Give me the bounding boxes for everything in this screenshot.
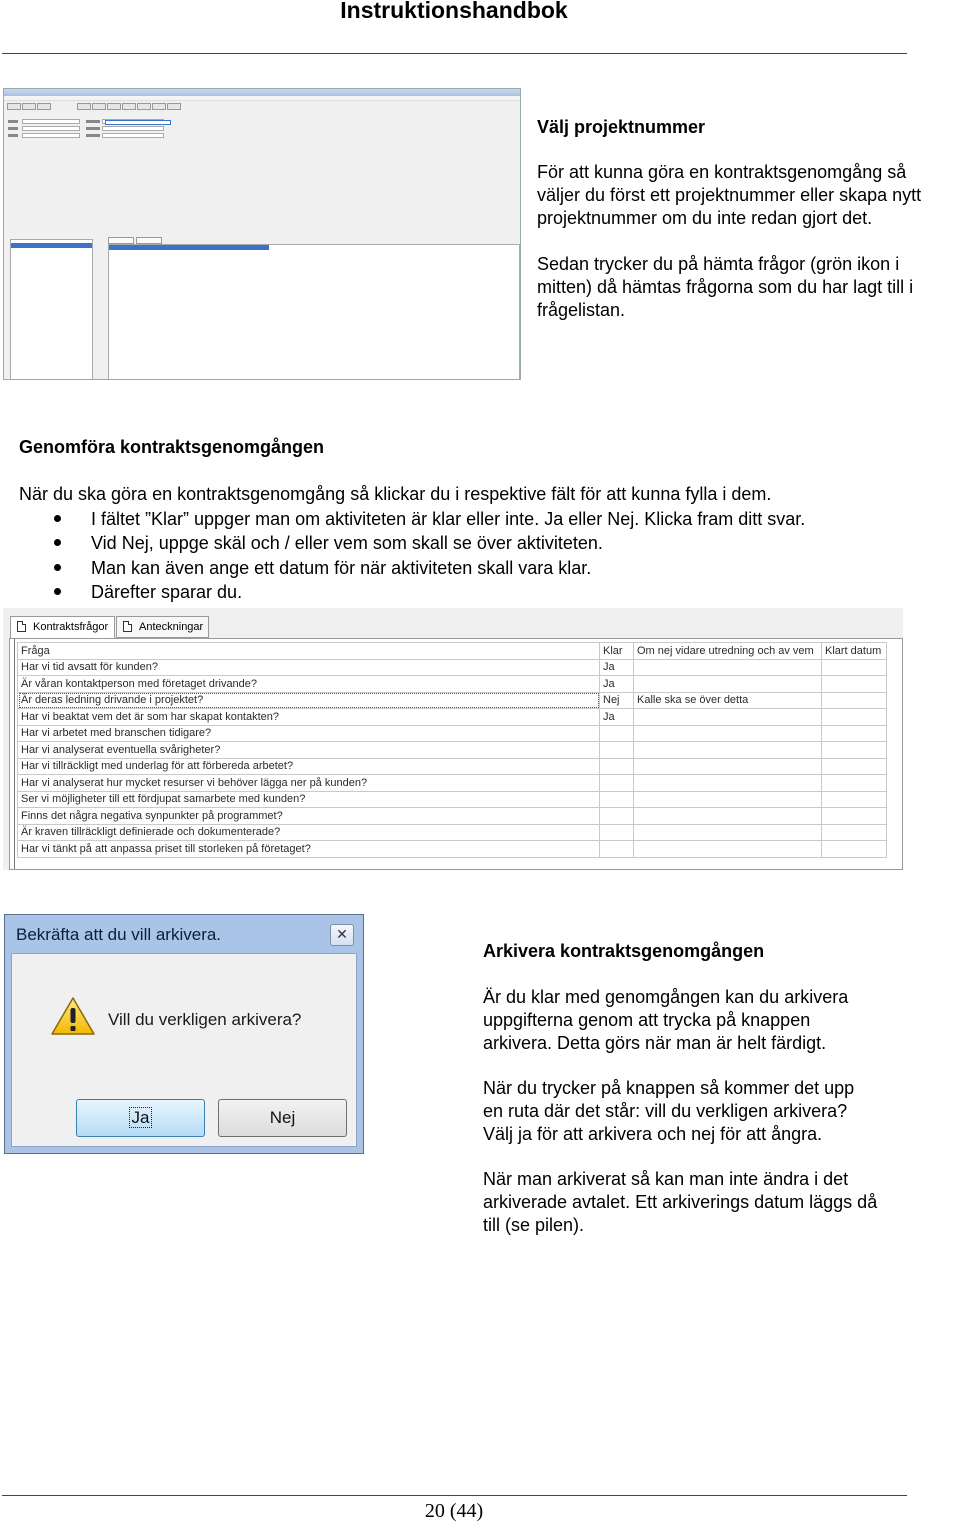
- follow-up-cell[interactable]: [634, 775, 822, 792]
- header-rule: [2, 53, 907, 54]
- text-line: När man arkiverat så kan man inte ändra i det: [483, 1169, 849, 1189]
- question-cell[interactable]: Har vi arbetet med branschen tidigare?: [18, 725, 600, 742]
- window-titlebar: [4, 89, 520, 96]
- window-menubar: [4, 96, 520, 101]
- column-header[interactable]: Klart datum: [822, 643, 887, 660]
- date-cell[interactable]: [822, 758, 887, 775]
- date-cell[interactable]: [822, 659, 887, 676]
- dialog-message: Vill du verkligen arkivera?: [108, 1010, 302, 1029]
- follow-up-cell[interactable]: [634, 725, 822, 742]
- question-cell[interactable]: Har vi beaktat vem det är som har skapat kontakten?: [18, 709, 600, 726]
- table-row[interactable]: [18, 709, 887, 726]
- text-line: Är du klar med genomgången kan du arkivera: [483, 987, 849, 1007]
- close-icon[interactable]: ✕: [330, 924, 354, 946]
- klar-cell[interactable]: [600, 775, 634, 792]
- question-cell[interactable]: Finns det några negativa synpunkter på programmet?: [18, 808, 600, 825]
- follow-up-cell[interactable]: [634, 742, 822, 759]
- tab-anteckningar[interactable]: [116, 616, 209, 638]
- table-row[interactable]: [18, 791, 887, 808]
- klar-cell[interactable]: Ja: [600, 709, 634, 726]
- footer-rule: [2, 1495, 907, 1496]
- text-line: arkivera. Detta görs när man är helt färdigt.: [483, 1033, 827, 1053]
- follow-up-cell[interactable]: [634, 791, 822, 808]
- question-cell[interactable]: Har vi analyserat eventuella svårigheter?: [18, 742, 600, 759]
- date-cell[interactable]: [822, 824, 887, 841]
- table-row[interactable]: [18, 808, 887, 825]
- archive-confirm-dialog: [4, 914, 364, 1154]
- klar-cell[interactable]: [600, 824, 634, 841]
- text-line: arkiverade avtalet. Ett arkiverings datum läggs då: [483, 1192, 878, 1212]
- question-list-pane[interactable]: [108, 244, 520, 380]
- text-line: frågelistan.: [537, 300, 626, 320]
- window-toolbar: [7, 103, 187, 111]
- questions-table: [17, 642, 887, 858]
- klar-cell[interactable]: [600, 725, 634, 742]
- project-window-screenshot: [3, 88, 521, 380]
- table-row[interactable]: [18, 758, 887, 775]
- date-cell[interactable]: [822, 791, 887, 808]
- yes-label: Ja: [129, 1107, 153, 1128]
- section1-paragraph-2: [537, 253, 957, 322]
- follow-up-cell[interactable]: [634, 808, 822, 825]
- follow-up-cell[interactable]: [634, 659, 822, 676]
- date-cell[interactable]: [822, 709, 887, 726]
- table-row[interactable]: [18, 692, 887, 709]
- date-cell[interactable]: [822, 841, 887, 858]
- tab-label: Anteckningar: [139, 621, 204, 633]
- text-line: Sedan trycker du på hämta frågor (grön ikon i: [537, 254, 900, 274]
- section3-paragraph-3: [483, 1168, 877, 1237]
- questions-grid-screenshot: [3, 608, 903, 870]
- follow-up-cell[interactable]: [634, 709, 822, 726]
- bullet-item: Därefter sparar du.: [19, 580, 805, 604]
- text-line: För att kunna göra en kontraktsgenomgång så: [537, 162, 907, 182]
- text-line: När du trycker på knappen så kommer det upp: [483, 1078, 855, 1098]
- document-title: Instruktionshandbok: [340, 0, 568, 23]
- tab-label: Kontraktsfrågor: [33, 621, 109, 633]
- question-cell[interactable]: Är våran kontaktperson med företaget drivande?: [18, 676, 600, 693]
- grid-panel: [9, 638, 903, 870]
- document-icon: [17, 621, 26, 632]
- dialog-body: [11, 953, 357, 1147]
- project-list[interactable]: [10, 239, 93, 380]
- table-row[interactable]: [18, 824, 887, 841]
- bullet-item: Vid Nej, uppge skäl och / eller vem som skall se över aktiviteten.: [19, 531, 805, 555]
- window-tabs[interactable]: [108, 237, 168, 244]
- dialog-title: Bekräfta att du vill arkivera.: [16, 925, 222, 944]
- question-cell[interactable]: Har vi tänkt på att anpassa priset till storleken på företaget?: [18, 841, 600, 858]
- column-header[interactable]: Om nej vidare utredning och av vem: [634, 643, 822, 660]
- text-line: till (se pilen).: [483, 1215, 585, 1235]
- question-cell[interactable]: Ser vi möjligheter till ett fördjupat samarbete med kunden?: [18, 791, 600, 808]
- no-button[interactable]: Nej: [218, 1099, 347, 1137]
- date-cell[interactable]: [822, 725, 887, 742]
- question-cell[interactable]: Har vi tillräckligt med underlag för att förbereda arbetet?: [18, 758, 600, 775]
- question-cell[interactable]: Är kraven tillräckligt definierade och dokumenterade?: [18, 824, 600, 841]
- follow-up-cell[interactable]: [634, 824, 822, 841]
- follow-up-cell[interactable]: Kalle ska se över detta: [634, 692, 822, 709]
- document-icon: [123, 621, 132, 632]
- instruction-bullets: [19, 507, 805, 604]
- follow-up-cell[interactable]: [634, 841, 822, 858]
- date-cell[interactable]: [822, 808, 887, 825]
- question-cell[interactable]: Har vi tid avsatt för kunden?: [18, 659, 600, 676]
- text-line: projektnummer om du inte redan gjort det.: [537, 208, 873, 228]
- follow-up-cell[interactable]: [634, 758, 822, 775]
- klar-cell[interactable]: Nej: [600, 692, 634, 709]
- klar-cell[interactable]: [600, 758, 634, 775]
- tab-kontraktsfragor[interactable]: [10, 616, 115, 640]
- section3-paragraph-2: [483, 1077, 854, 1146]
- date-cell[interactable]: [822, 775, 887, 792]
- date-cell[interactable]: [822, 742, 887, 759]
- table-row[interactable]: [18, 725, 887, 742]
- text-line: mitten) då hämtas frågorna som du har lagt till i: [537, 277, 914, 297]
- bullet-item: I fältet ”Klar” uppger man om aktiviteten är klar eller inte. Ja eller Nej. Klicka fram ditt svar.: [19, 507, 805, 531]
- column-header[interactable]: Fråga: [18, 643, 600, 660]
- column-header[interactable]: Klar: [600, 643, 634, 660]
- klar-cell[interactable]: [600, 841, 634, 858]
- text-line: Välj ja för att arkivera och nej för att ångra.: [483, 1124, 823, 1144]
- klar-cell[interactable]: [600, 742, 634, 759]
- text-line: uppgifterna genom att trycka på knappen: [483, 1010, 811, 1030]
- bullet-item: Man kan även ange ett datum för när aktiviteten skall vara klar.: [19, 556, 805, 580]
- section3-heading: Arkivera kontraktsgenomgången: [483, 941, 765, 961]
- yes-button[interactable]: [76, 1099, 205, 1137]
- table-row[interactable]: [18, 676, 887, 693]
- date-cell[interactable]: [822, 692, 887, 709]
- follow-up-cell[interactable]: [634, 676, 822, 693]
- klar-cell[interactable]: [600, 808, 634, 825]
- table-row[interactable]: [18, 841, 887, 858]
- section2-heading: Genomföra kontraktsgenomgången: [19, 437, 325, 457]
- section3-paragraph-1: [483, 986, 848, 1055]
- table-row[interactable]: [18, 742, 887, 759]
- date-cell[interactable]: [822, 676, 887, 693]
- text-line: väljer du först ett projektnummer eller skapa nytt: [537, 185, 922, 205]
- question-cell[interactable]: Har vi analyserat hur mycket resurser vi behöver lägga ner på kunden?: [18, 775, 600, 792]
- klar-cell[interactable]: [600, 791, 634, 808]
- question-cell[interactable]: Är deras ledning drivande i projektet?: [18, 692, 600, 709]
- warning-icon: [50, 996, 96, 1036]
- table-row[interactable]: [18, 659, 887, 676]
- text-line: en ruta där det står: vill du verkligen arkivera?: [483, 1101, 848, 1121]
- section2-intro: När du ska göra en kontraktsgenomgång så klickar du i respektive fält för att kunna fylla i dem.: [19, 484, 772, 504]
- page-number: 20 (44): [424, 1500, 484, 1522]
- klar-cell[interactable]: Ja: [600, 676, 634, 693]
- section1-paragraph-1: [537, 161, 960, 230]
- klar-cell[interactable]: Ja: [600, 659, 634, 676]
- section1-heading: Välj projektnummer: [537, 117, 706, 137]
- table-row[interactable]: [18, 775, 887, 792]
- table-header-row: [18, 643, 887, 660]
